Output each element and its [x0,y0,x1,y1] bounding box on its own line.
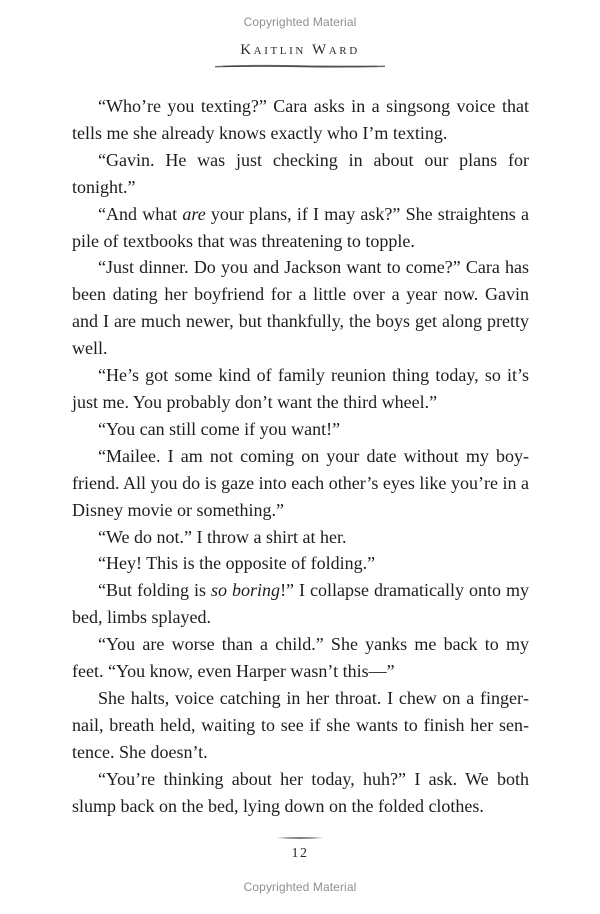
paragraph-text: “But folding is [98,580,212,601]
paragraph-text: “He’s got some kind of family reunion thing today, so it’s just me. You probably don’t want the third wheel.” [72,365,529,412]
paragraph [72,93,529,147]
emphasized-text: are [182,203,206,224]
copyright-watermark-top: Copyrighted Material [243,15,357,29]
paragraph-text: “You’re thinking about her today, huh?” I ask. We both slump back on the bed, lying down on the folded clothes. [72,768,529,816]
header-ornamental-rule [215,63,385,69]
paragraph-text: !” I collapse dramatically onto my bed, limbs splayed. [72,580,530,628]
paragraph-text: “Gavin. He was just checking in about our plans for tonight.” [72,149,529,197]
paragraph-text: “You can still come if you want!” [98,418,341,439]
paragraph-text: your plans, if I may ask?” She straightens a pile of textbooks that was threatening to topple. [72,203,529,251]
paragraph-text: She halts, voice catching in her throat. I chew on a fingernail, breath held, waiting to see if she wants to finish her sentence. She doesn’t. [72,687,529,762]
paragraph-text: “Mailee. I am not coming on your date without my boyfriend. All you do is gaze into each other’s eyes like you’re in a Disney movie or something.” [72,445,529,520]
paragraph [72,254,529,362]
paragraph [72,416,529,443]
paragraph-text: “We do not.” I throw a shirt at her. [98,526,347,547]
paragraph [72,577,529,631]
paragraph [72,550,529,577]
page-number: 12 [291,846,309,861]
emphasized-text: so boring [211,580,281,601]
chapter-body-text [72,93,529,819]
footer-ornamental-rule [277,836,323,840]
paragraph [72,443,529,524]
paragraph [72,362,529,416]
paragraph-text: “Just dinner. Do you and Jackson want to come?” Cara has been dating her boyfriend for a little over a year now. Gavin and I are much newer, but thankfully, the boys get along pretty well. [72,257,529,359]
paragraph [72,631,529,685]
paragraph [72,766,529,820]
copyright-watermark-bottom: Copyrighted Material [243,880,357,894]
paragraph [72,147,529,201]
running-head-author: Kaitlin Ward [240,42,360,58]
paragraph-text: “Who’re you texting?” Cara asks in a singsong voice that tells me she already knows exactly who I’m texting. [72,96,529,143]
paragraph [72,201,529,255]
paragraph-text: “Hey! This is the opposite of folding.” [98,553,376,574]
paragraph [72,685,529,766]
paragraph [72,524,529,551]
paragraph-text: “You are worse than a child.” She yanks me back to my feet. “You know, even Harper wasn’t this—” [72,634,529,682]
paragraph-text: “And what [98,203,183,224]
